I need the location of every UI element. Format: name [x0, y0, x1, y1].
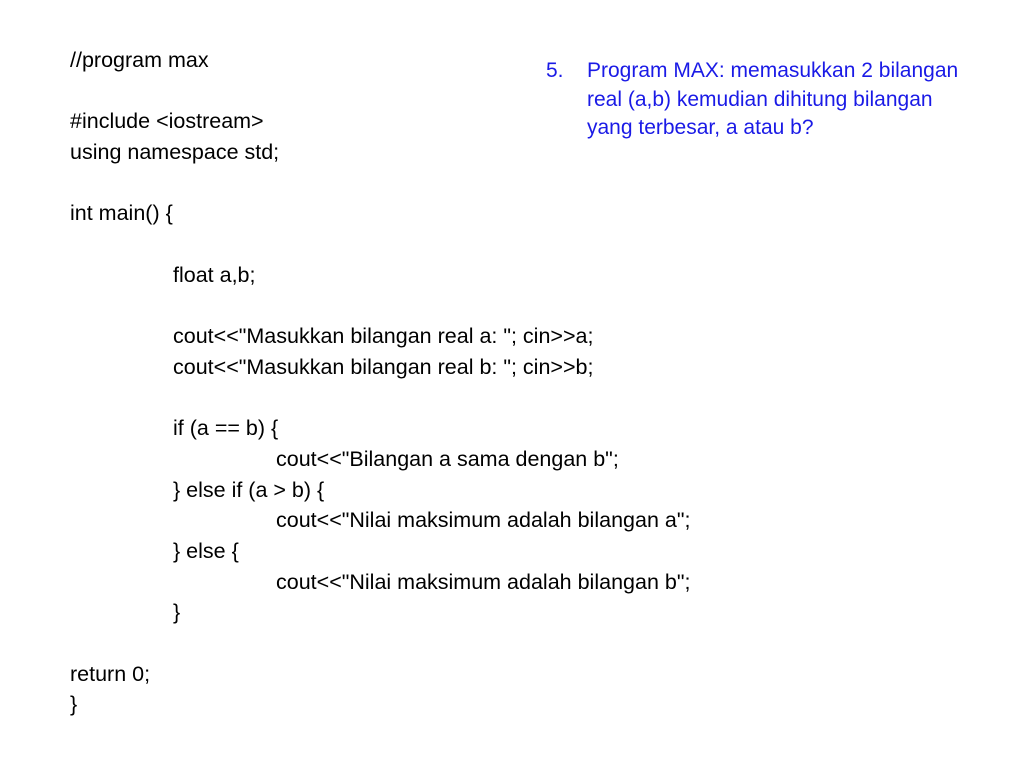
code-line-output-equal: cout<<"Bilangan a sama dengan b";: [276, 446, 619, 471]
code-line-namespace: using namespace std;: [70, 140, 280, 165]
code-line-input-a: cout<<"Masukkan bilangan real a: "; cin>>a;: [173, 324, 594, 349]
code-block: [70, 45, 790, 720]
task-description: [546, 57, 986, 143]
code-line-main-close: }: [70, 692, 78, 717]
code-line-output-max-b: cout<<"Nilai maksimum adalah bilangan b";: [276, 569, 691, 594]
code-line-blank: [70, 383, 790, 414]
code-line-return: return 0;: [70, 661, 151, 686]
code-line-blank: [70, 168, 790, 199]
task-text: Program MAX: memasukkan 2 bilangan real (a,b) kemudian dihitung bilangan yang terbesar, a atau b?: [587, 59, 959, 139]
task-number: 5.: [546, 59, 564, 82]
code-line-blank: [70, 229, 790, 260]
code-line-include: #include <iostream>: [70, 109, 264, 134]
code-line-blank: [70, 628, 790, 659]
code-line-comment: //program max: [70, 48, 209, 72]
code-line-declare-vars: float a,b;: [173, 262, 256, 287]
code-line-main-open: int main() {: [70, 201, 173, 226]
code-line-input-b: cout<<"Masukkan bilangan real b: "; cin>>b;: [173, 354, 594, 379]
code-line-else: } else {: [173, 539, 239, 563]
code-line-else-if-greater: } else if (a > b) {: [173, 477, 325, 502]
code-line-if-equal: if (a == b) {: [173, 416, 279, 441]
code-line-blank: [70, 291, 790, 322]
code-line-output-max-a: cout<<"Nilai maksimum adalah bilangan a";: [276, 508, 691, 533]
code-line-if-close: }: [173, 600, 181, 625]
